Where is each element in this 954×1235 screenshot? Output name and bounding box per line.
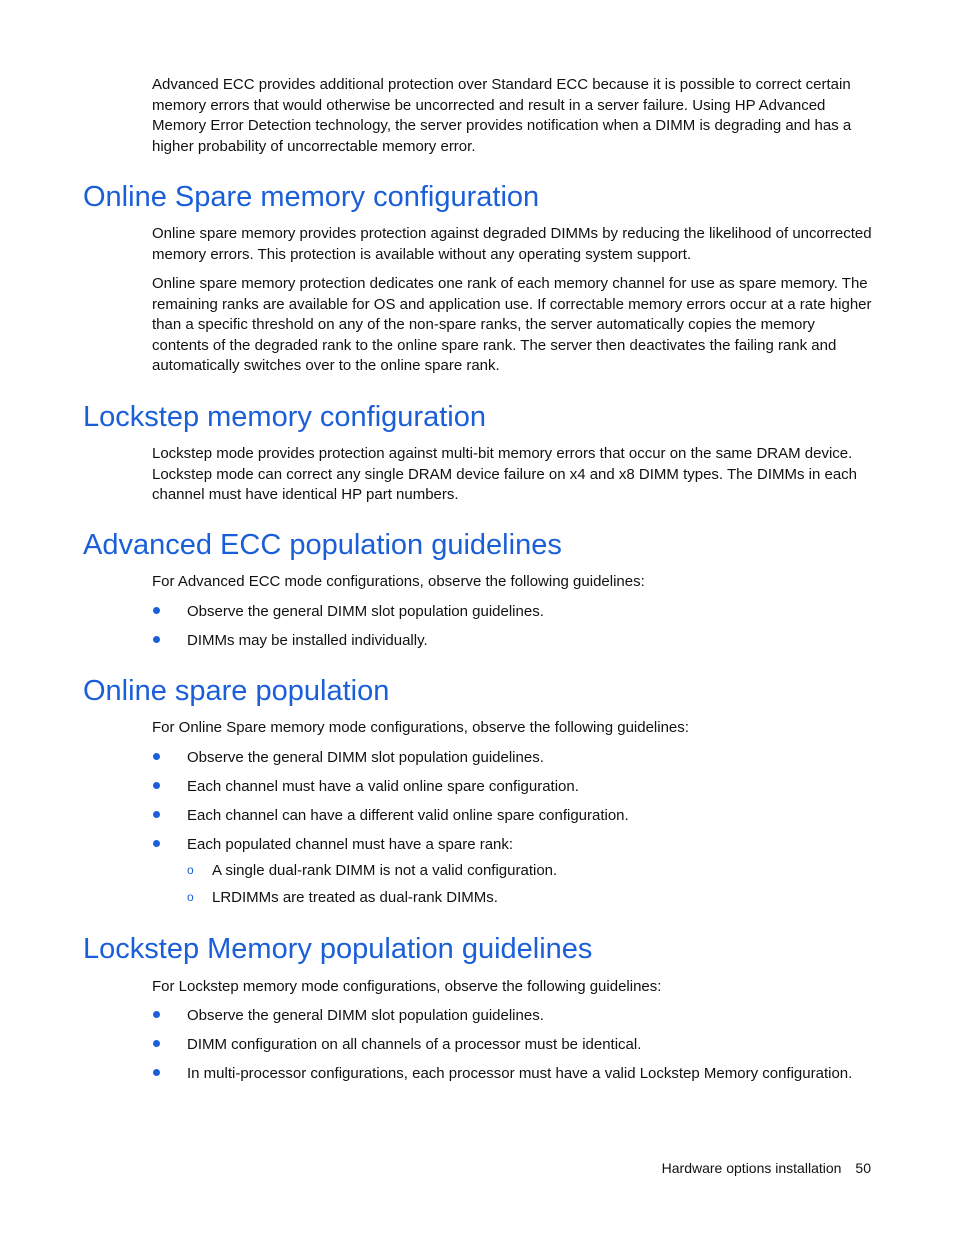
heading-online-spare-population: Online spare population (83, 675, 390, 707)
sub-list-item-text: LRDIMMs are treated as dual-rank DIMMs. (212, 889, 498, 906)
sub-list-item (152, 861, 872, 888)
heading-lockstep-memory-population-guidelines: Lockstep Memory population guidelines (83, 933, 593, 965)
sub-list-item-text: A single dual-rank DIMM is not a valid configuration. (212, 862, 558, 879)
bullet-icon (153, 1069, 160, 1076)
list-item-text: Each populated channel must have a spare rank: (187, 836, 514, 853)
list-item-text: DIMM configuration on all channels of a processor must be identical. (187, 1036, 642, 1053)
bullet-icon (153, 840, 160, 847)
online-spare-paragraph-2: Online spare memory protection dedicates one rank of each memory channel for use as spare memory. The remaining ranks are available for OS and application use. If correctable memory errors occur at a rate higher than a specific threshold on any of the non-spare ranks, the server automatically copies the memory contents of the degraded rank to the online spare rank. The server then deactivates the failing rank and automatically switches over to the online spare rank. (152, 275, 872, 375)
advanced-ecc-bullet-list (152, 602, 872, 660)
list-item (152, 835, 872, 861)
online-spare-population-bullet-list (152, 748, 872, 915)
list-item-text: DIMMs may be installed individually. (187, 632, 428, 649)
list-item-text: Each channel must have a valid online spare configuration. (187, 778, 579, 795)
list-item-text: In multi-processor configurations, each processor must have a valid Lockstep Memory configuration. (187, 1065, 853, 1082)
bullet-icon (153, 1040, 160, 1047)
online-spare-population-intro: For Online Spare memory mode configurations, observe the following guidelines: (152, 719, 689, 736)
bullet-icon (153, 1011, 160, 1018)
list-item (152, 1035, 872, 1064)
list-item-text: Each channel can have a different valid online spare configuration. (187, 807, 629, 824)
page-number: 50 (855, 1160, 871, 1176)
heading-advanced-ecc-population-guidelines: Advanced ECC population guidelines (83, 529, 562, 561)
bullet-icon (153, 782, 160, 789)
heading-online-spare-memory-configuration: Online Spare memory configuration (83, 181, 540, 213)
sub-bullet-icon: o (187, 863, 194, 877)
list-item (152, 777, 872, 806)
sub-list-item (152, 888, 872, 915)
page-footer (560, 1158, 871, 1178)
footer-section-title: Hardware options installation (661, 1160, 842, 1176)
advanced-ecc-intro: For Advanced ECC mode configurations, observe the following guidelines: (152, 573, 645, 590)
online-spare-paragraph-1: Online spare memory provides protection against degraded DIMMs by reducing the likelihood of uncorrected memory errors. This protection is available without any operating system support. (152, 225, 872, 263)
lockstep-population-bullet-list (152, 1006, 872, 1093)
list-item (152, 748, 872, 777)
list-item-text: Observe the general DIMM slot population guidelines. (187, 1007, 544, 1024)
lockstep-paragraph: Lockstep mode provides protection against multi-bit memory errors that occur on the same DRAM device. Lockstep mode can correct any single DRAM device failure on x4 and x8 DIMM types. The DIMMs in each channel must have identical HP part numbers. (152, 445, 858, 504)
bullet-icon (153, 753, 160, 760)
heading-lockstep-memory-configuration: Lockstep memory configuration (83, 401, 486, 433)
bullet-icon (153, 811, 160, 818)
intro-paragraph: Advanced ECC provides additional protection over Standard ECC because it is possible to correct certain memory errors that would otherwise be uncorrected and result in a server failure. Using HP Advanced Memory Error Detection technology, the server provides notification when a DIMM is degrading and has a higher probability of uncorrectable memory error. (152, 76, 852, 155)
list-item-text: Observe the general DIMM slot population guidelines. (187, 603, 544, 620)
bullet-icon (153, 636, 160, 643)
list-item-text: Observe the general DIMM slot population guidelines. (187, 749, 544, 766)
list-item (152, 806, 872, 835)
list-item (152, 631, 872, 660)
lockstep-population-intro: For Lockstep memory mode configurations, observe the following guidelines: (152, 978, 662, 995)
list-item (152, 602, 872, 631)
sub-bullet-icon: o (187, 890, 194, 904)
bullet-icon (153, 607, 160, 614)
list-item (152, 1006, 872, 1035)
list-item (152, 1064, 872, 1093)
